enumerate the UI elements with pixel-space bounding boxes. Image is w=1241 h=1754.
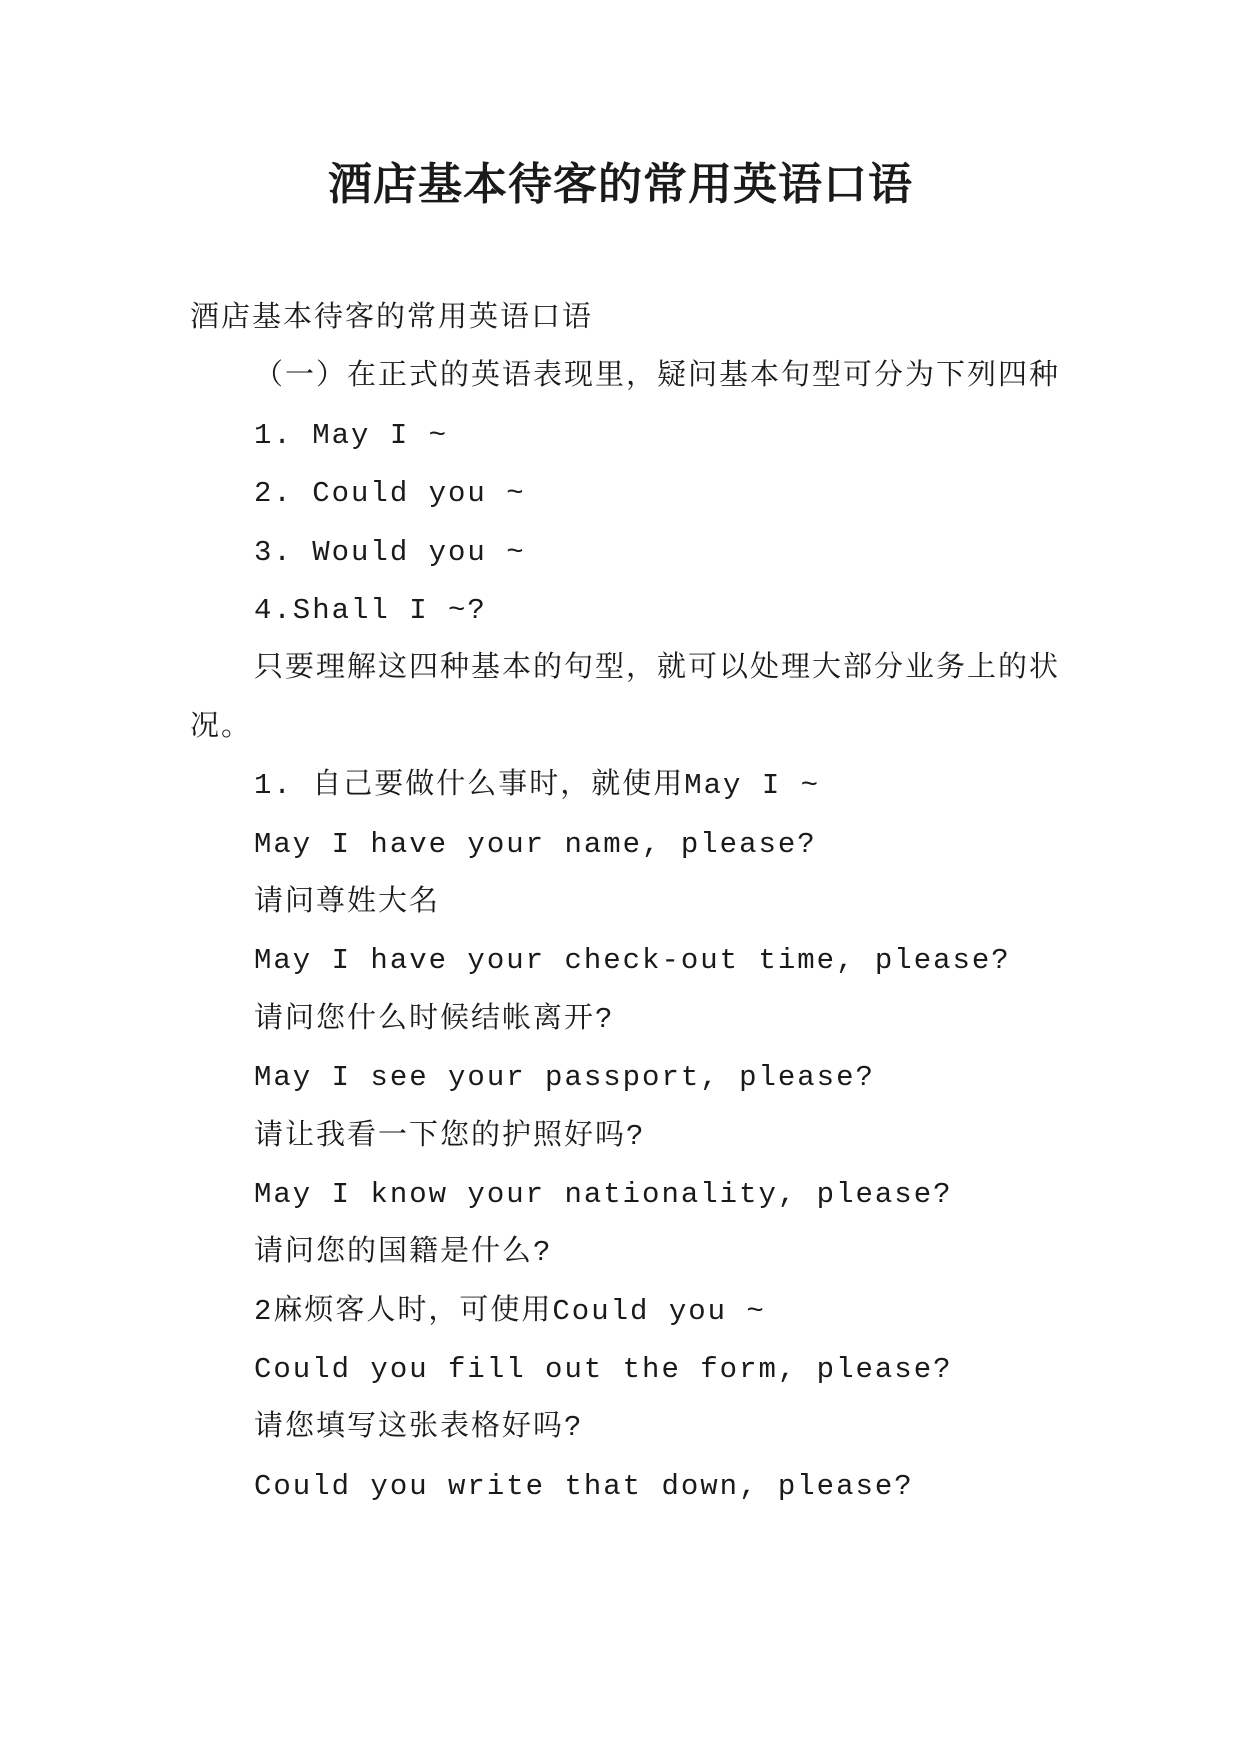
document-title: 酒店基本待客的常用英语口语: [328, 159, 913, 210]
section-heading-could-you: 2麻烦客人时，可使用Could you ~: [254, 1294, 766, 1328]
paragraph-summary: 只要理解这四种基本的句型，就可以处理大部分业务上的状况。: [190, 652, 1061, 744]
section-heading-may-i: 1. 自己要做什么事时，就使用May I ~: [254, 769, 821, 803]
list-item-2: 2. Could you ~: [254, 477, 526, 511]
example-translation: 请问您的国籍是什么?: [254, 1236, 553, 1270]
example-translation: 请您填写这张表格好吗?: [254, 1411, 584, 1445]
example-sentence: May I have your check-out time, please?: [254, 944, 1011, 978]
paragraph-intro: （一）在正式的英语表现里，疑问基本句型可分为下列四种: [254, 360, 1061, 394]
example-sentence: May I know your nationality, please?: [254, 1177, 953, 1211]
document-body: [190, 290, 1060, 1516]
list-item-3: 3. Would you ~: [254, 535, 526, 569]
paragraph-heading: 酒店基本待客的常用英语口语: [190, 302, 594, 335]
example-translation: 请问您什么时候结帐离开?: [254, 1002, 615, 1036]
list-item-1: 1. May I ~: [254, 418, 449, 452]
example-sentence: Could you write that down, please?: [254, 1469, 914, 1503]
list-item-4: 4.Shall I ~?: [254, 593, 487, 627]
example-translation: 请让我看一下您的护照好吗?: [254, 1119, 646, 1153]
example-sentence: Could you fill out the form, please?: [254, 1353, 953, 1387]
example-sentence: May I see your passport, please?: [254, 1061, 875, 1095]
example-sentence: May I have your name, please?: [254, 827, 817, 861]
example-translation: 请问尊姓大名: [254, 885, 441, 919]
